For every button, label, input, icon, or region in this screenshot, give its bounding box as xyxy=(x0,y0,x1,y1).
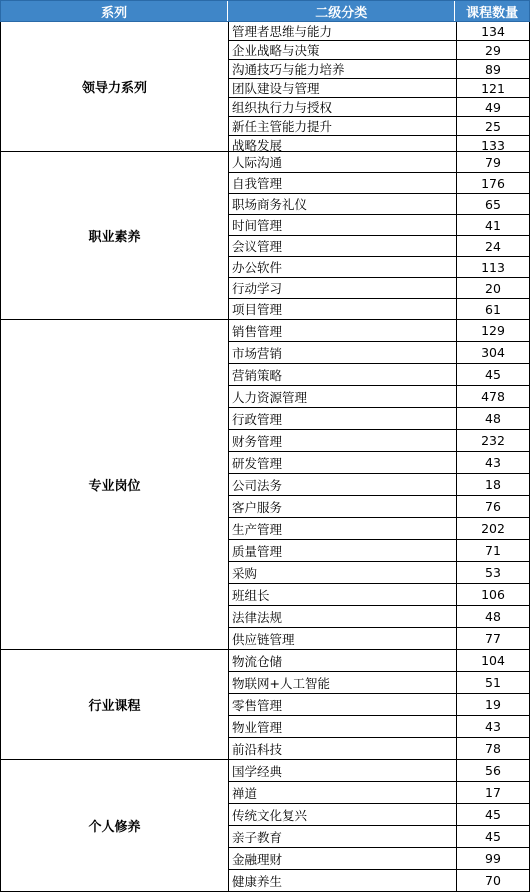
table-row xyxy=(229,452,529,474)
count-cell: 104 xyxy=(481,653,505,668)
table-row xyxy=(229,98,529,117)
category-cell: 行政管理 xyxy=(229,408,457,429)
category-cell: 物业管理 xyxy=(229,716,457,737)
category-cell: 供应链管理 xyxy=(229,628,457,649)
count-cell: 129 xyxy=(481,323,505,338)
count-cell: 76 xyxy=(485,499,501,514)
count-cell: 29 xyxy=(485,42,501,58)
category-cell: 会议管理 xyxy=(229,236,457,256)
count-cell: 45 xyxy=(485,807,501,822)
series-group xyxy=(0,320,530,650)
table-row xyxy=(229,694,529,716)
count-cell: 24 xyxy=(485,238,501,254)
table-row xyxy=(229,606,529,628)
count-cell: 106 xyxy=(481,587,505,602)
table-row xyxy=(229,826,529,848)
count-cell: 43 xyxy=(485,455,501,470)
table-row xyxy=(229,782,529,804)
count-cell: 70 xyxy=(485,873,501,888)
category-cell: 质量管理 xyxy=(229,540,457,561)
count-cell: 45 xyxy=(485,829,501,844)
table-row xyxy=(229,474,529,496)
category-cell: 时间管理 xyxy=(229,215,457,235)
table-row xyxy=(229,540,529,562)
count-cell: 121 xyxy=(481,80,505,96)
table-body xyxy=(0,22,530,892)
table-row xyxy=(229,364,529,386)
category-cell: 健康养生 xyxy=(229,870,457,891)
category-cell: 法律法规 xyxy=(229,606,457,627)
count-cell: 48 xyxy=(485,609,501,624)
table-row xyxy=(229,430,529,452)
header-series: 系列 xyxy=(1,1,228,21)
table-row xyxy=(229,22,529,41)
table-row xyxy=(229,672,529,694)
count-cell: 133 xyxy=(481,137,505,153)
count-cell: 232 xyxy=(481,433,505,448)
category-cell: 亲子教育 xyxy=(229,826,457,847)
series-group xyxy=(0,650,530,760)
count-cell: 113 xyxy=(481,259,505,275)
table-row xyxy=(229,562,529,584)
count-cell: 49 xyxy=(485,99,501,115)
table-row xyxy=(229,79,529,98)
table-header xyxy=(0,0,530,22)
table-row xyxy=(229,518,529,540)
category-cell: 新任主管能力提升 xyxy=(229,117,457,135)
count-cell: 89 xyxy=(485,61,501,77)
category-cell: 财务管理 xyxy=(229,430,457,451)
category-cell: 人力资源管理 xyxy=(229,386,457,407)
category-cell: 企业战略与决策 xyxy=(229,41,457,59)
category-cell: 采购 xyxy=(229,562,457,583)
count-cell: 71 xyxy=(485,543,501,558)
category-cell: 办公软件 xyxy=(229,257,457,277)
count-cell: 61 xyxy=(485,301,501,317)
category-cell: 物联网+人工智能 xyxy=(229,672,457,693)
category-cell: 团队建设与管理 xyxy=(229,79,457,97)
category-cell: 禅道 xyxy=(229,782,457,803)
table-row xyxy=(229,257,529,278)
category-cell: 人际沟通 xyxy=(229,152,457,172)
table-row xyxy=(229,194,529,215)
count-cell: 45 xyxy=(485,367,501,382)
table-row xyxy=(229,41,529,60)
header-count: 课程数量 xyxy=(466,5,519,21)
count-cell: 17 xyxy=(485,785,501,800)
series-group xyxy=(0,760,530,892)
category-cell: 战略发展 xyxy=(229,136,457,154)
category-cell: 沟通技巧与能力培养 xyxy=(229,60,457,78)
table-row xyxy=(229,738,529,759)
table-row xyxy=(229,650,529,672)
table-row xyxy=(229,716,529,738)
category-cell: 国学经典 xyxy=(229,760,457,781)
table-row xyxy=(229,342,529,364)
series-name: 行业课程 xyxy=(1,650,229,759)
series-name: 专业岗位 xyxy=(1,320,229,649)
category-cell: 自我管理 xyxy=(229,173,457,193)
category-cell: 传统文化复兴 xyxy=(229,804,457,825)
count-cell: 65 xyxy=(485,196,501,212)
table-row xyxy=(229,584,529,606)
count-cell: 43 xyxy=(485,719,501,734)
category-cell: 管理者思维与能力 xyxy=(229,22,457,40)
count-cell: 79 xyxy=(485,154,501,170)
table-row xyxy=(229,408,529,430)
category-cell: 金融理财 xyxy=(229,848,457,869)
table-row xyxy=(229,760,529,782)
category-cell: 行动学习 xyxy=(229,278,457,298)
category-cell: 前沿科技 xyxy=(229,738,457,759)
table-row xyxy=(229,152,529,173)
category-cell: 组织执行力与授权 xyxy=(229,98,457,116)
count-cell: 18 xyxy=(485,477,501,492)
category-cell: 生产管理 xyxy=(229,518,457,539)
count-cell: 99 xyxy=(485,851,501,866)
category-cell: 物流仓储 xyxy=(229,650,457,671)
count-cell: 19 xyxy=(485,697,501,712)
count-cell: 78 xyxy=(485,741,501,756)
category-cell: 营销策略 xyxy=(229,364,457,385)
table-row xyxy=(229,870,529,891)
count-cell: 25 xyxy=(485,118,501,134)
table-row xyxy=(229,320,529,342)
header-category: 二级分类 xyxy=(228,1,455,21)
count-cell: 48 xyxy=(485,411,501,426)
count-cell: 202 xyxy=(481,521,505,536)
category-cell: 研发管理 xyxy=(229,452,457,473)
series-name: 个人修养 xyxy=(1,760,229,891)
series-group xyxy=(0,22,530,152)
category-cell: 零售管理 xyxy=(229,694,457,715)
count-cell: 77 xyxy=(485,631,501,646)
count-cell: 478 xyxy=(481,389,505,404)
category-cell: 职场商务礼仪 xyxy=(229,194,457,214)
count-cell: 53 xyxy=(485,565,501,580)
table-row xyxy=(229,496,529,518)
category-cell: 市场营销 xyxy=(229,342,457,363)
count-cell: 51 xyxy=(485,675,501,690)
series-name: 领导力系列 xyxy=(1,22,229,151)
series-name: 职业素养 xyxy=(1,152,229,319)
table-row xyxy=(229,236,529,257)
count-cell: 41 xyxy=(485,217,501,233)
table-row xyxy=(229,215,529,236)
table-row xyxy=(229,628,529,649)
table-row xyxy=(229,386,529,408)
category-cell: 班组长 xyxy=(229,584,457,605)
table-row xyxy=(229,804,529,826)
table-row xyxy=(229,299,529,319)
table-row xyxy=(229,278,529,299)
count-cell: 56 xyxy=(485,763,501,778)
table-row xyxy=(229,60,529,79)
category-cell: 客户服务 xyxy=(229,496,457,517)
count-cell: 176 xyxy=(481,175,505,191)
category-cell: 公司法务 xyxy=(229,474,457,495)
table-row xyxy=(229,848,529,870)
category-cell: 销售管理 xyxy=(229,320,457,341)
table-row xyxy=(229,117,529,136)
table-row xyxy=(229,173,529,194)
series-group xyxy=(0,152,530,320)
count-cell: 304 xyxy=(481,345,505,360)
category-cell: 项目管理 xyxy=(229,299,457,319)
count-cell: 20 xyxy=(485,280,501,296)
count-cell: 134 xyxy=(481,23,505,39)
